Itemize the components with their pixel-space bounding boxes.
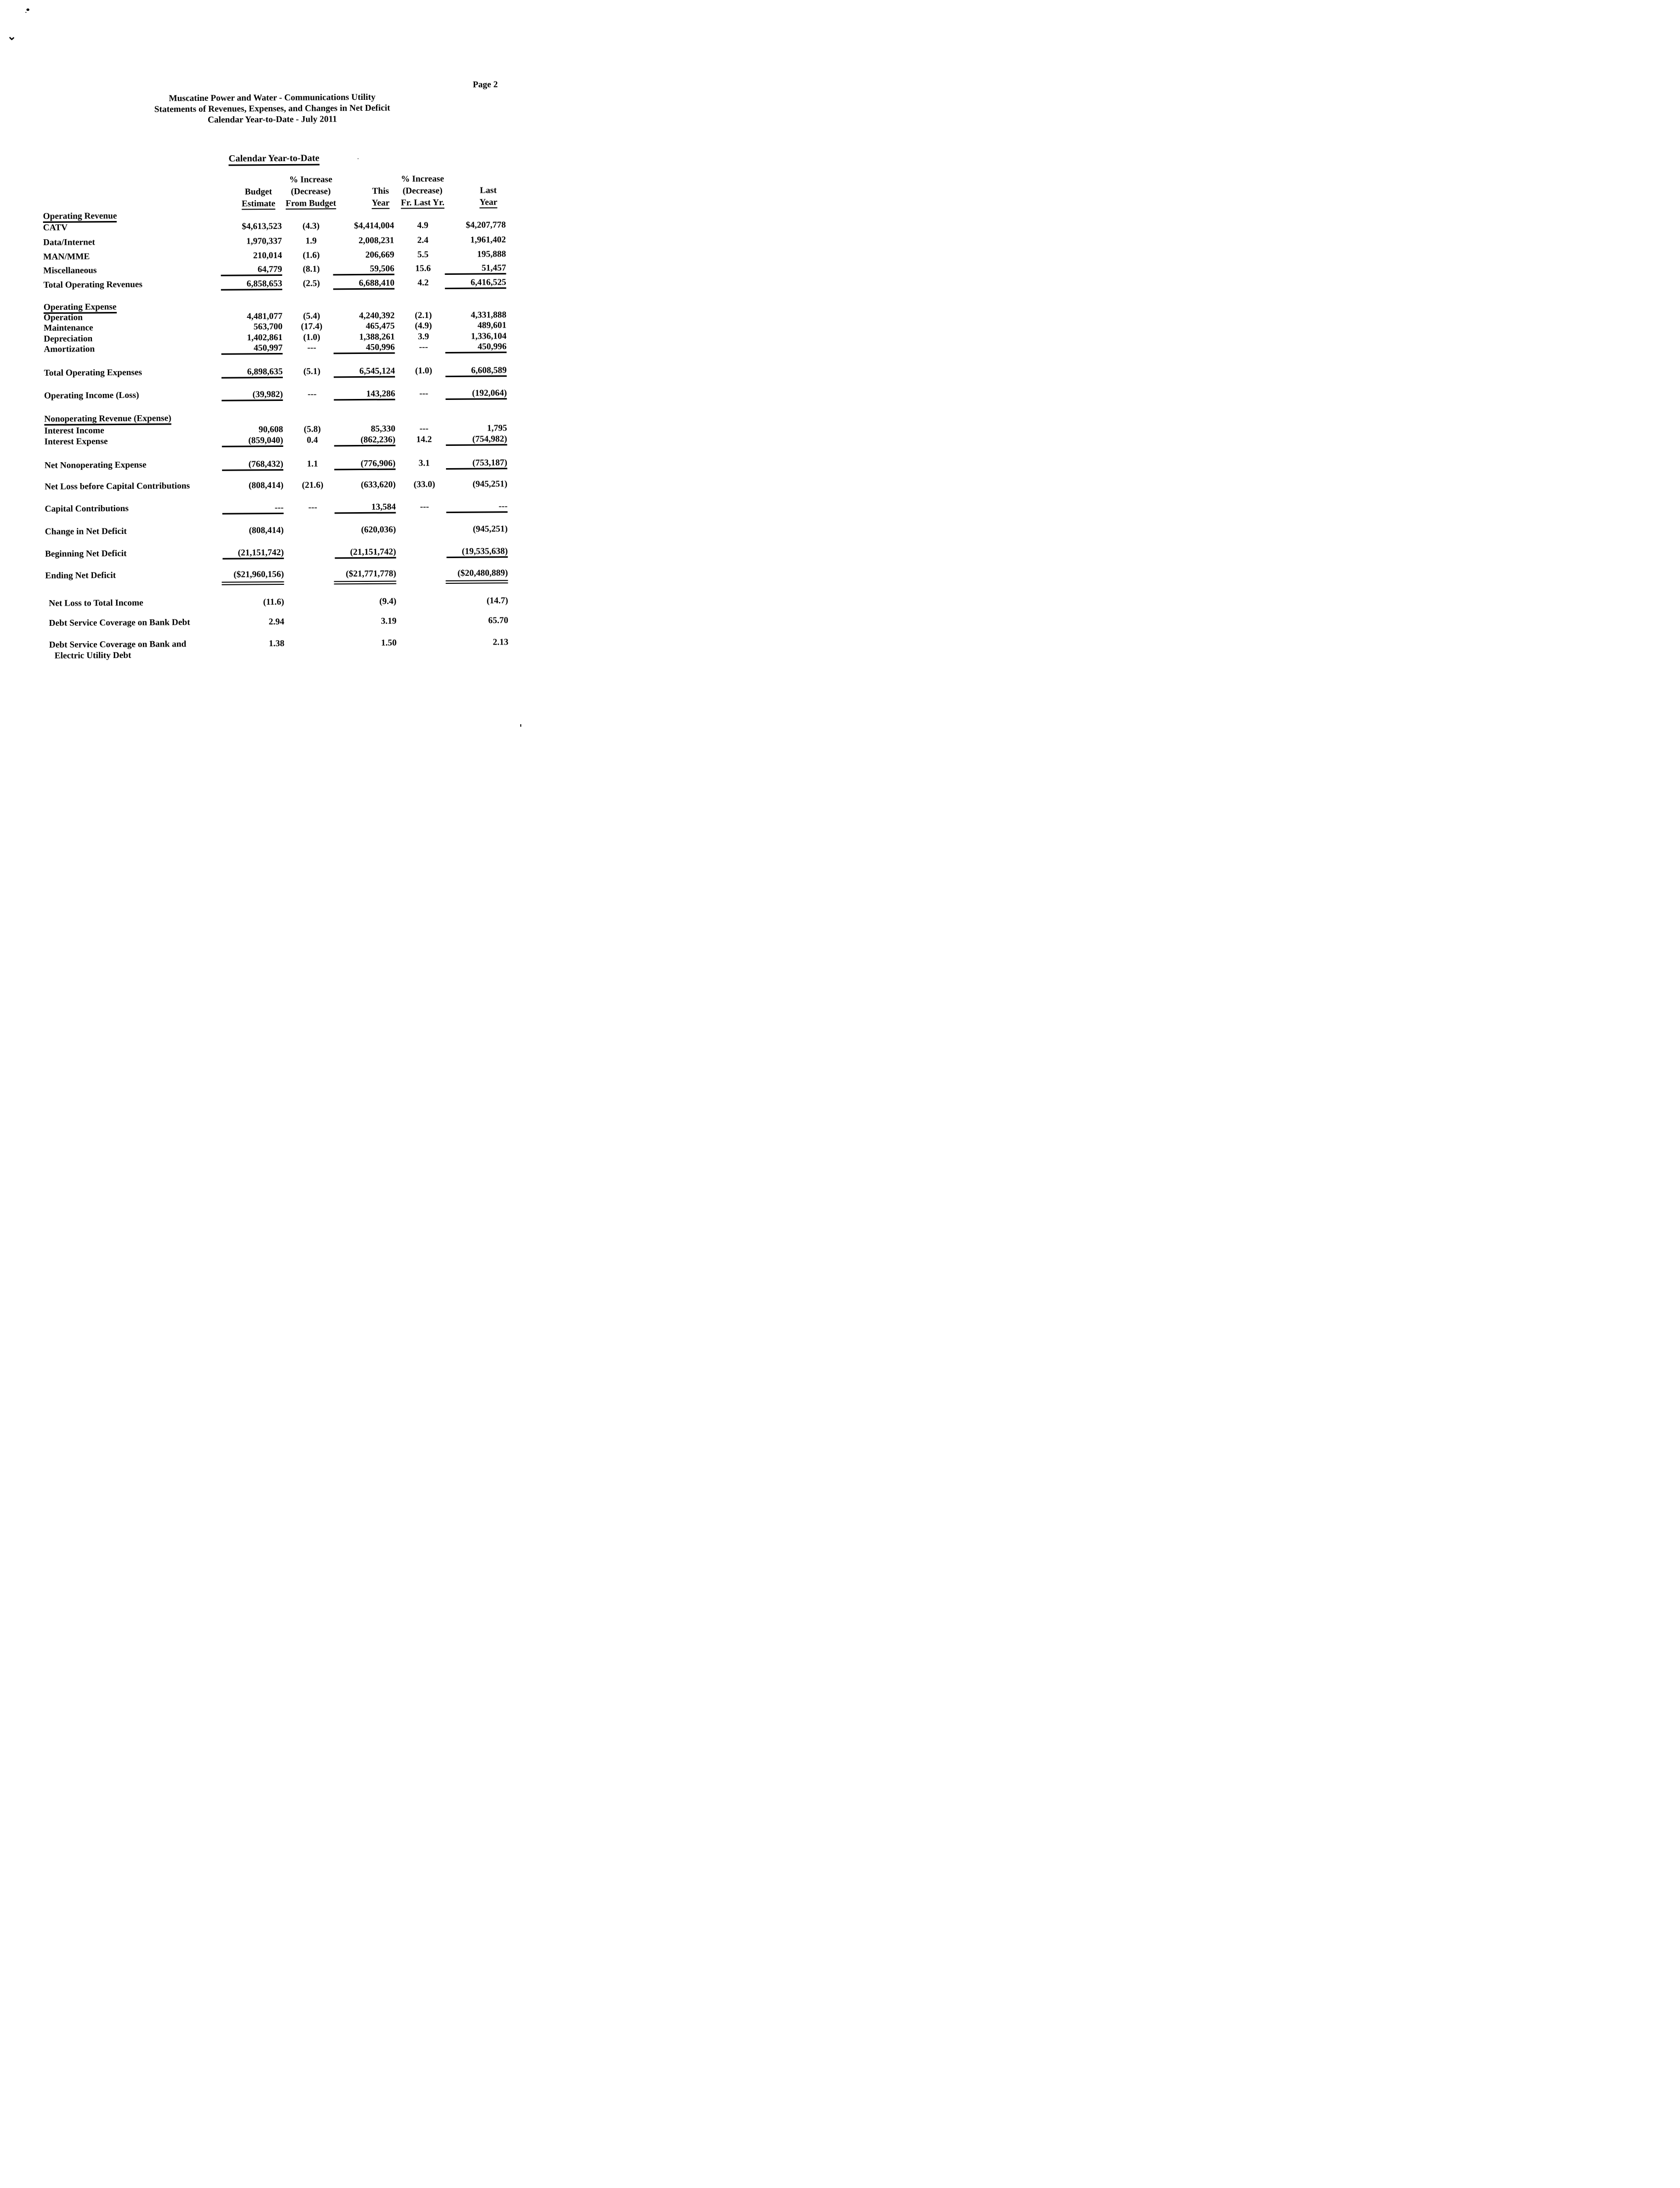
row-label: Miscellaneous bbox=[43, 265, 97, 275]
title-line-company: Muscatine Power and Water - Communications Utility bbox=[169, 91, 376, 103]
pct-from-lastyr-value: 5.5 bbox=[417, 249, 429, 260]
this-year-value: (633,620) bbox=[360, 479, 396, 490]
budget-estimate-value: $4,613,523 bbox=[242, 220, 282, 231]
last-year-value: 1,336,104 bbox=[471, 331, 507, 341]
pct-from-budget-value: 1.1 bbox=[307, 458, 318, 469]
last-year-value: 1,795 bbox=[487, 423, 507, 433]
table-heading: Calendar Year-to-Date bbox=[0, 152, 548, 166]
document-title bbox=[0, 90, 545, 127]
budget-estimate-value: 6,858,653 bbox=[213, 278, 282, 289]
page-number: Page 2 bbox=[473, 79, 498, 89]
pct-from-budget-value: (1.6) bbox=[303, 250, 320, 260]
header-budget-l2: Estimate bbox=[224, 198, 293, 209]
row-label: Operation bbox=[44, 312, 83, 322]
pct-from-budget-value: 1.9 bbox=[305, 235, 317, 246]
budget-estimate-value: 210,014 bbox=[253, 250, 282, 261]
last-year-value: 1,961,402 bbox=[470, 234, 506, 245]
last-year-value: 450,996 bbox=[438, 341, 507, 351]
row-label: Change in Net Deficit bbox=[44, 525, 127, 536]
row-label: Depreciation bbox=[44, 333, 93, 344]
this-year-value: 2,008,231 bbox=[358, 235, 395, 246]
row-label: Debt Service Coverage on Bank and bbox=[49, 639, 186, 650]
row-ending-net-deficit bbox=[2, 568, 562, 582]
row-label: Debt Service Coverage on Bank Debt bbox=[48, 617, 190, 628]
row-label: Total Operating Revenues bbox=[43, 279, 143, 290]
this-year-value: 1,388,261 bbox=[359, 331, 395, 342]
row-label: Total Operating Expenses bbox=[44, 367, 142, 378]
budget-estimate-value: (808,414) bbox=[248, 480, 284, 490]
pct-from-lastyr-value: 3.9 bbox=[418, 331, 429, 342]
row-man-mme bbox=[0, 249, 560, 263]
row-label-continued: Electric Utility Debt bbox=[54, 650, 132, 660]
header-pct-lastyr-l3: Fr. Last Yr. bbox=[386, 197, 460, 208]
row-label: Ending Net Deficit bbox=[45, 570, 116, 580]
last-year-value: 51,457 bbox=[437, 263, 506, 273]
scan-speck bbox=[520, 724, 521, 727]
last-year-value: 6,608,589 bbox=[438, 365, 507, 375]
this-year-value: ($21,771,778) bbox=[327, 569, 396, 579]
budget-estimate-value: 1.38 bbox=[268, 638, 285, 649]
header-lastyear-l1: Last bbox=[480, 185, 497, 195]
row-label: Net Nonoperating Expense bbox=[44, 459, 147, 470]
last-year-value: $4,207,778 bbox=[466, 219, 506, 230]
pct-from-lastyr-value: 3.1 bbox=[418, 458, 430, 468]
row-label: Maintenance bbox=[44, 322, 93, 333]
scan-mark-check bbox=[9, 37, 14, 40]
this-year-value: 3.19 bbox=[381, 615, 397, 626]
this-year-value: 85,330 bbox=[371, 423, 396, 434]
row-label: Beginning Net Deficit bbox=[45, 548, 127, 559]
this-year-value: 450,996 bbox=[326, 342, 395, 352]
row-label: MAN/MME bbox=[43, 251, 90, 262]
scan-speck bbox=[357, 158, 358, 159]
section-nonoperating: Nonoperating Revenue (Expense) bbox=[1, 411, 561, 425]
header-pct-lastyr-l1: % Increase bbox=[400, 173, 444, 184]
this-year-value: (21,151,742) bbox=[327, 547, 396, 557]
pct-from-lastyr-value: (1.0) bbox=[415, 365, 433, 376]
pct-from-budget-value: (2.5) bbox=[303, 278, 320, 288]
budget-estimate-value: (39,982) bbox=[214, 389, 283, 399]
budget-estimate-value: ($21,960,156) bbox=[215, 569, 284, 579]
this-year-value: 465,475 bbox=[365, 320, 395, 331]
pct-from-budget-value: (21.6) bbox=[302, 480, 324, 490]
budget-estimate-value: (859,040) bbox=[214, 435, 283, 445]
row-net-loss-to-total-income bbox=[2, 595, 563, 610]
section-operating-revenue: Operating Revenue bbox=[0, 208, 560, 222]
this-year-value: 59,506 bbox=[325, 263, 395, 274]
row-total-operating-revenues bbox=[0, 277, 561, 291]
header-pct-budget-l3: From Budget bbox=[274, 198, 348, 209]
section-operating-expense: Operating Expense bbox=[0, 299, 561, 313]
row-miscellaneous bbox=[0, 263, 561, 277]
row-capital-contributions bbox=[2, 501, 562, 515]
header-pct-budget-l1: % Increase bbox=[289, 174, 333, 184]
budget-estimate-value: 450,997 bbox=[214, 343, 283, 353]
last-year-value: 6,416,525 bbox=[437, 277, 506, 287]
last-year-value: (192,064) bbox=[438, 388, 507, 398]
this-year-value: 4,240,392 bbox=[359, 310, 395, 321]
pct-from-budget-value: (4.3) bbox=[302, 220, 320, 231]
pct-from-lastyr-value: --- bbox=[419, 388, 429, 398]
last-year-value: (754,982) bbox=[438, 434, 507, 444]
scanned-statement-page bbox=[0, 0, 563, 731]
row-net-loss-before-capital bbox=[1, 479, 562, 493]
last-year-value: 2.13 bbox=[492, 637, 509, 647]
budget-estimate-value: 90,608 bbox=[259, 424, 283, 435]
row-beginning-net-deficit bbox=[2, 546, 562, 560]
row-label: CATV bbox=[43, 222, 68, 232]
row-net-nonoperating-expense bbox=[1, 457, 562, 472]
pct-from-lastyr-value: 4.9 bbox=[417, 220, 429, 230]
this-year-value: 13,584 bbox=[327, 502, 396, 512]
pct-from-budget-value: --- bbox=[308, 502, 317, 512]
pct-from-lastyr-value: --- bbox=[419, 423, 429, 434]
pct-from-lastyr-value: 14.2 bbox=[416, 434, 432, 444]
pct-from-budget-value: (5.8) bbox=[304, 424, 321, 434]
row-dsc-bank-debt bbox=[2, 615, 563, 629]
last-year-value: (945,251) bbox=[472, 479, 508, 489]
pct-from-budget-value: (17.4) bbox=[301, 321, 323, 331]
pct-from-lastyr-value: 15.6 bbox=[415, 263, 431, 273]
header-budget-l1: Budget bbox=[245, 186, 272, 197]
last-year-value: ($20,480,889) bbox=[439, 568, 508, 578]
budget-estimate-value: (808,414) bbox=[249, 525, 284, 535]
pct-from-budget-value: (1.0) bbox=[303, 332, 320, 342]
budget-estimate-value: 1,402,861 bbox=[247, 332, 283, 343]
scan-speck bbox=[25, 12, 26, 13]
this-year-value: 1.50 bbox=[381, 637, 397, 648]
pct-from-lastyr-value: 2.4 bbox=[417, 235, 429, 245]
last-year-value: 195,888 bbox=[477, 249, 506, 259]
pct-from-budget-value: 0.4 bbox=[307, 435, 318, 445]
row-data-internet bbox=[0, 234, 560, 249]
row-label: Capital Contributions bbox=[44, 503, 129, 514]
this-year-value: 143,286 bbox=[326, 389, 395, 399]
header-lastyear-l2: Year bbox=[454, 197, 523, 208]
pct-from-lastyr-value: (2.1) bbox=[414, 310, 432, 320]
last-year-value: --- bbox=[438, 501, 507, 511]
last-year-value: 489,601 bbox=[477, 320, 507, 330]
this-year-value: 6,545,124 bbox=[326, 366, 395, 376]
last-year-value: (753,187) bbox=[438, 457, 507, 468]
this-year-value: (620,036) bbox=[361, 524, 396, 535]
title-line-statement: Statements of Revenues, Expenses, and Changes in Net Deficit bbox=[154, 102, 391, 114]
header-pct-budget-l2: (Decrease) bbox=[291, 186, 331, 196]
scan-speck bbox=[26, 8, 29, 11]
pct-from-lastyr-value: (33.0) bbox=[413, 479, 436, 489]
pct-from-lastyr-value: --- bbox=[420, 501, 429, 512]
last-year-value: (19,535,638) bbox=[439, 546, 508, 556]
last-year-value: 65.70 bbox=[488, 615, 509, 625]
row-label: Net Loss before Capital Contributions bbox=[44, 481, 190, 491]
row-label: Interest Income bbox=[44, 425, 104, 436]
pct-from-budget-value: (5.1) bbox=[303, 366, 321, 376]
last-year-value: 4,331,888 bbox=[471, 309, 507, 320]
budget-estimate-value: 64,779 bbox=[213, 264, 282, 274]
this-year-value: (862,236) bbox=[326, 435, 396, 445]
pct-from-budget-value: --- bbox=[307, 342, 316, 352]
row-label: Net Loss to Total Income bbox=[48, 597, 143, 608]
row-label: Data/Internet bbox=[43, 237, 95, 247]
row-change-in-net-deficit bbox=[2, 524, 562, 538]
pct-from-budget-value: --- bbox=[308, 389, 317, 399]
this-year-value: 206,669 bbox=[365, 249, 395, 260]
budget-estimate-value: 1,970,337 bbox=[246, 235, 282, 246]
budget-estimate-value: (768,432) bbox=[214, 459, 283, 469]
budget-estimate-value: 563,700 bbox=[253, 321, 283, 332]
this-year-value: 6,688,410 bbox=[325, 278, 395, 288]
budget-estimate-value: 6,898,635 bbox=[214, 366, 283, 377]
pct-from-budget-value: (8.1) bbox=[303, 263, 320, 274]
budget-estimate-value: (21,151,742) bbox=[215, 547, 284, 558]
row-total-operating-expenses bbox=[1, 365, 561, 379]
row-label: Operating Income (Loss) bbox=[44, 390, 139, 400]
this-year-value: (9.4) bbox=[379, 596, 397, 606]
pct-from-lastyr-value: 4.2 bbox=[417, 277, 429, 288]
row-label: Interest Expense bbox=[44, 436, 108, 446]
pct-from-lastyr-value: --- bbox=[419, 342, 428, 352]
row-label: Amortization bbox=[44, 344, 95, 354]
title-line-period: Calendar Year-to-Date - July 2011 bbox=[208, 114, 337, 125]
this-year-value: $4,414,004 bbox=[354, 220, 395, 231]
this-year-value: (776,906) bbox=[326, 458, 396, 469]
header-pct-lastyr-l2: (Decrease) bbox=[402, 185, 443, 196]
header-thisyear-l1: This bbox=[372, 185, 389, 196]
pct-from-lastyr-value: (4.9) bbox=[415, 320, 432, 331]
budget-estimate-value: 4,481,077 bbox=[247, 310, 283, 321]
budget-estimate-value: (11.6) bbox=[263, 596, 284, 607]
last-year-value: (945,251) bbox=[473, 524, 508, 534]
row-operating-income-loss bbox=[1, 388, 561, 402]
pct-from-budget-value: (5.4) bbox=[303, 310, 320, 321]
budget-estimate-value: 2.94 bbox=[268, 616, 285, 627]
last-year-value: (14.7) bbox=[486, 595, 508, 606]
budget-estimate-value: --- bbox=[215, 502, 284, 513]
header-thisyear-l2: Year bbox=[346, 197, 415, 208]
